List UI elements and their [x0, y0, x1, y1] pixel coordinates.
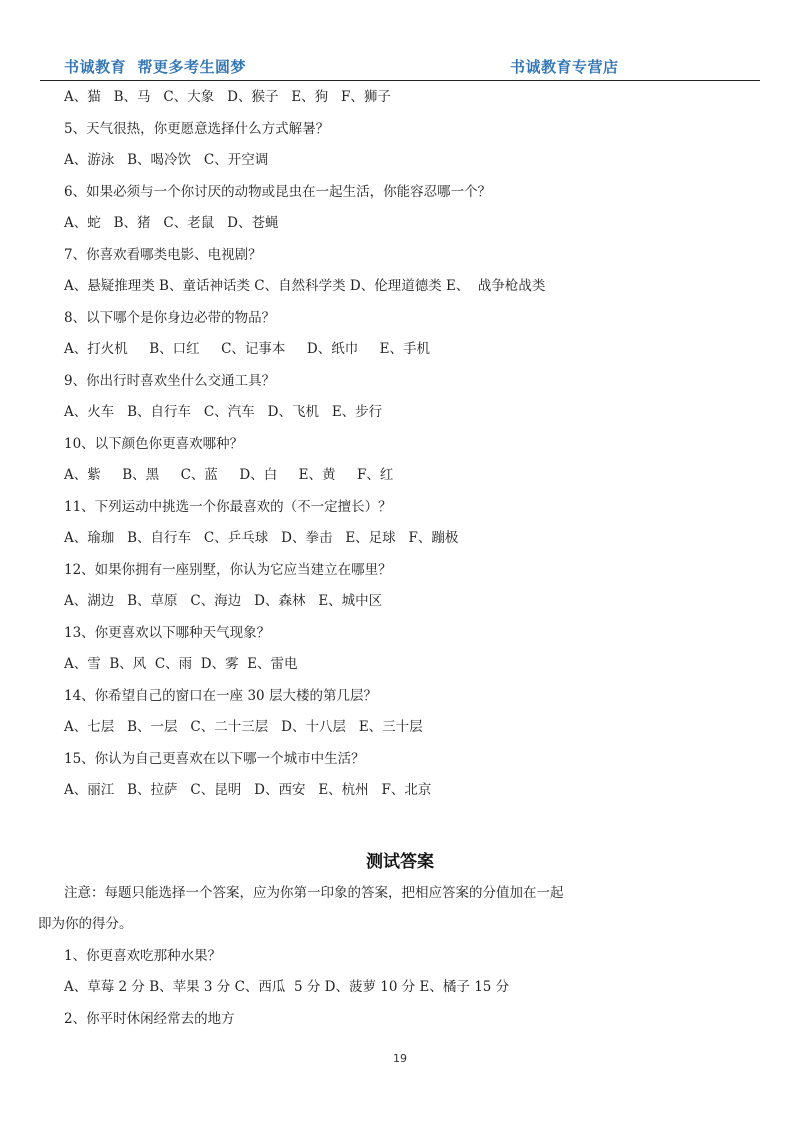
question-9: 9、你出行时喜欢坐什么交通工具？	[64, 373, 276, 389]
answer-note-line-1: 注意：每题只能选择一个答案，应为你第一印象的答案，把相应答案的分值加在一起	[64, 885, 564, 901]
options-line-12: A、湖边 B、草原 C、海边 D、森林 E、城中区	[64, 593, 383, 609]
options-line-4: A、猫 B、马 C、大象 D、猴子 E、狗 F、狮子	[64, 89, 391, 105]
question-15: 15、你认为自己更喜欢在以下哪一个城市中生活？	[64, 751, 365, 767]
answer-scores-1: A、草莓 2 分 B、苹果 3 分 C、西瓜 5 分 D、菠萝 10 分 E、橘子 15 分	[64, 979, 510, 995]
question-13: 13、你更喜欢以下哪种天气现象？	[64, 625, 271, 641]
page-number: 19	[393, 1052, 407, 1065]
options-line-7: A、悬疑推理类 B、童话神话类 C、自然科学类 D、伦理道德类 E、 战争枪战类	[64, 278, 546, 294]
header-store-name: 书诚教育专营店	[510, 58, 619, 76]
options-line-8: A、打火机 B、口红 C、记事本 D、纸巾 E、手机	[64, 341, 431, 357]
question-12: 12、如果你拥有一座别墅，你认为它应当建立在哪里？	[64, 562, 392, 578]
question-14: 14、你希望自己的窗口在一座 30 层大楼的第几层？	[64, 688, 377, 704]
question-8: 8、以下哪个是你身边必带的物品？	[64, 310, 276, 326]
options-line-9: A、火车 B、自行车 C、汽车 D、飞机 E、步行	[64, 404, 383, 420]
answer-question-2: 2、你平时休闲经常去的地方	[64, 1011, 235, 1027]
options-line-15: A、丽江 B、拉萨 C、昆明 D、西安 E、杭州 F、北京	[64, 782, 432, 798]
question-6: 6、如果必须与一个你讨厌的动物或昆虫在一起生活，你能容忍哪一个？	[64, 184, 492, 200]
answer-note-line-2: 即为你的得分。	[38, 916, 133, 932]
options-line-5: A、游泳 B、喝冷饮 C、开空调	[64, 152, 269, 168]
section-title: 测试答案	[366, 852, 434, 872]
question-7: 7、你喜欢看哪类电影、电视剧？	[64, 247, 262, 263]
question-10: 10、以下颜色你更喜欢哪种？	[64, 436, 244, 452]
options-line-13: A、雪 B、风 C、雨 D、雾 E、雷电	[64, 656, 298, 672]
options-line-10: A、紫 B、黑 C、蓝 D、白 E、黄 F、红	[64, 467, 394, 483]
answer-question-1: 1、你更喜欢吃那种水果？	[64, 948, 222, 964]
header-slogan: 书诚教育 帮更多考生圆梦	[64, 58, 246, 76]
options-line-6: A、蛇 B、猪 C、老鼠 D、苍蝇	[64, 215, 279, 231]
options-line-14: A、七层 B、一层 C、二十三层 D、十八层 E、三十层	[64, 719, 423, 735]
question-11: 11、下列运动中挑选一个你最喜欢的（不一定擅长）？	[64, 499, 392, 515]
options-line-11: A、瑜珈 B、自行车 C、乒乓球 D、拳击 E、足球 F、蹦极	[64, 530, 459, 546]
question-5: 5、天气很热，你更愿意选择什么方式解暑？	[64, 121, 330, 137]
header-divider	[40, 80, 760, 81]
